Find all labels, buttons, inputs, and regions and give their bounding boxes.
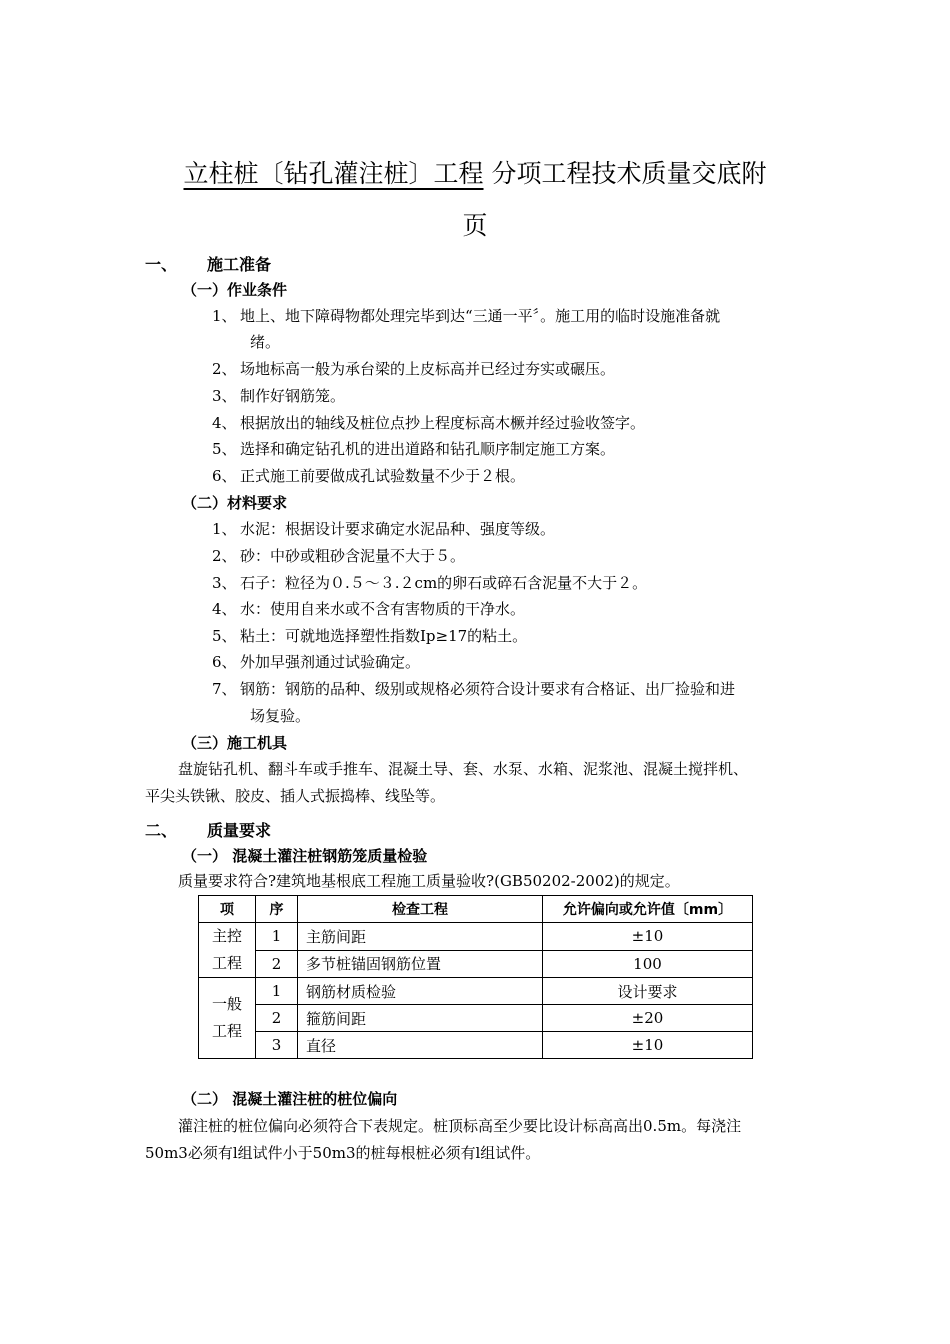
table-cell: 2 [256, 1005, 298, 1032]
list-item: 1、 地上、地下障碍物都处理完毕到达“三通一平〞。施工用的临时设施准备就 [212, 307, 721, 325]
list-item: 1、 水泥：根据设计要求确定水泥品种、强度等级。 [212, 520, 556, 538]
table-header-cell: 检查工程 [298, 896, 543, 923]
table-cell: 多节桩锚固钢筋位置 [298, 950, 543, 978]
table-cell: 箍筋间距 [298, 1005, 543, 1032]
table-group-cell: 一般 工程 [199, 978, 256, 1059]
list-item: 5、 选择和确定钻孔机的进出道路和钻孔顺序制定施工方案。 [212, 440, 616, 458]
section-1-heading [145, 255, 271, 275]
list-item: 4、 水：使用自来水或不含有害物质的干净水。 [212, 600, 526, 618]
subsection-1a-title: （一）作业条件 [182, 281, 288, 299]
section-2-title: 质量要求 [207, 821, 272, 840]
table-row [199, 1005, 753, 1032]
list-item: 5、 粘土：可就地选择塑性指数Ip≥17的粘土。 [212, 627, 528, 645]
title-rest: 分项工程技术质量交底附 [491, 159, 767, 188]
table-cell: 1 [256, 923, 298, 951]
table-row [199, 950, 753, 978]
table-cell: 设计要求 [543, 978, 753, 1005]
table-cell: ±10 [543, 923, 753, 951]
table-cell: ±20 [543, 1005, 753, 1032]
section-2-heading [145, 821, 271, 841]
table-cell: 直径 [298, 1032, 543, 1059]
table-row [199, 923, 753, 951]
subsection-2a-title: （一） 混凝土灌注桩钢筋笼质量检验 [182, 847, 428, 865]
list-item-continuation: 绪。 [250, 333, 281, 351]
table-cell: 钢筋材质检验 [298, 978, 543, 1005]
table-row [199, 978, 753, 1005]
table-cell: 主筋间距 [298, 923, 543, 951]
table-group-cell: 主控 工程 [199, 923, 256, 978]
table-header-cell: 项 [199, 896, 256, 923]
list-item: 6、 正式施工前要做成孔试验数量不少于２根。 [212, 467, 526, 485]
list-item: 7、 钢筋：钢筋的品种、级别或规格必须符合设计要求有合格证、出厂捡验和进 [212, 680, 736, 698]
list-item-continuation: 场复验。 [250, 707, 311, 725]
list-item: 6、 外加早强剂通过试验确定。 [212, 653, 421, 671]
section-1-number: 一、 [145, 255, 178, 274]
document-title-line2: 页 [462, 211, 488, 240]
section-2-number: 二、 [145, 821, 178, 840]
section-1-title: 施工准备 [207, 255, 272, 274]
subsection-2b-title: （二） 混凝土灌注桩的桩位偏向 [182, 1090, 398, 1108]
quality-table [198, 895, 753, 1059]
table-header-row [199, 896, 753, 923]
table-header-cell: 允许偏向或允许值〔mm〕 [543, 896, 753, 923]
paragraph-line: 质量要求符合?建筑地基根底工程施工质量验收?(GB50202-2002)的规定。 [178, 872, 680, 890]
list-item: 2、 砂：中砂或粗砂含泥量不大于５。 [212, 547, 466, 565]
table-cell: 3 [256, 1032, 298, 1059]
subsection-1c-title: （三）施工机具 [182, 734, 288, 752]
paragraph-line: 50m3必须有l组试件小于50m3的桩每根桩必须有l组试件。 [145, 1144, 541, 1162]
subsection-1b-title: （二）材料要求 [182, 494, 288, 512]
list-item: 2、 场地标高一般为承台梁的上皮标高并已经过夯实或碾压。 [212, 360, 616, 378]
table-cell: ±10 [543, 1032, 753, 1059]
table-cell: 1 [256, 978, 298, 1005]
title-underlined-part: 立柱桩〔钻孔灌注桩〕工程 [183, 159, 484, 188]
table-cell: 2 [256, 950, 298, 978]
document-title [0, 154, 950, 190]
paragraph-line: 盘旋钻孔机、翻斗车或手推车、混凝土导、套、水泵、水箱、泥浆池、混凝土搅拌机、 [178, 760, 749, 778]
paragraph-line: 灌注桩的桩位偏向必须符合下表规定。桩顶标高至少要比设计标高高出0.5m。每浇注 [178, 1117, 742, 1135]
table-header-cell: 序 [256, 896, 298, 923]
list-item: 3、 制作好钢筋笼。 [212, 387, 346, 405]
list-item: 3、 石子：粒径为０.５～３.２cm的卵石或碎石含泥量不大于２。 [212, 574, 648, 592]
table-row [199, 1032, 753, 1059]
list-item: 4、 根据放出的轴线及桩位点抄上程度标高木橛并经过验收签字。 [212, 414, 646, 432]
paragraph-line: 平尖头铁锹、胶皮、插人式振捣棒、线坠等。 [145, 787, 446, 805]
table-cell: 100 [543, 950, 753, 978]
